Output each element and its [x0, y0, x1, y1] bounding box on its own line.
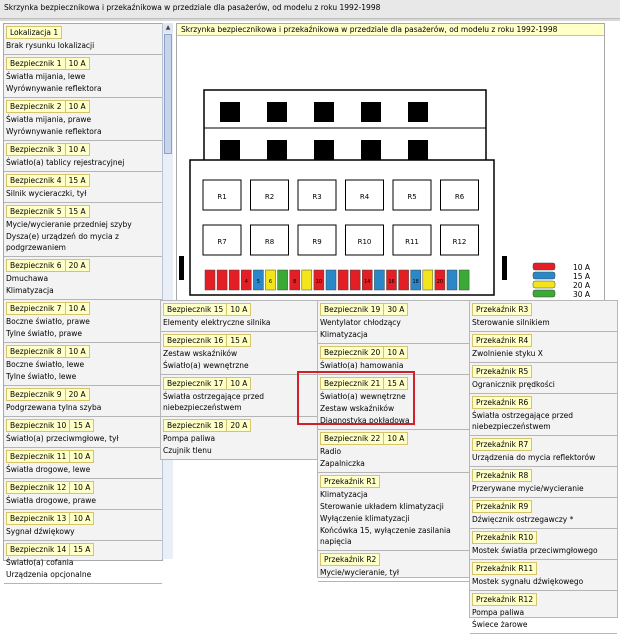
item-label: Przekaźnik R6 — [472, 396, 532, 409]
list-item[interactable] — [470, 301, 617, 332]
fuse-number: 20 — [436, 279, 444, 285]
item-amperage: 15 A — [66, 174, 90, 187]
fuse-slot — [399, 270, 409, 290]
item-description: Klimatyzacja — [6, 286, 54, 295]
item-amperage: 10 A — [227, 303, 251, 316]
item-amperage: 10 A — [66, 57, 90, 70]
item-amperage: 20 A — [66, 388, 90, 401]
item-description: Światła ostrzegające przed niebezpieczeństwem — [472, 411, 574, 431]
connector-square — [408, 140, 428, 160]
item-amperage: 10 A — [66, 100, 90, 113]
legend-label: 15 A — [573, 272, 591, 281]
relay-label: R5 — [407, 193, 417, 201]
item-description: Urządzenia do mycia reflektorów — [472, 453, 596, 462]
list-item[interactable] — [318, 551, 469, 582]
item-label: Bezpiecznik 16 — [163, 334, 227, 347]
fuse-slot — [217, 270, 227, 290]
fuse-number: 5 — [256, 279, 260, 285]
item-label: Bezpiecznik 4 — [6, 174, 66, 187]
list-item[interactable] — [4, 479, 162, 510]
relay-label: R9 — [312, 238, 322, 246]
item-description: Zestaw wskaźników — [320, 404, 395, 413]
item-description: Tylne światło, prawe — [6, 329, 83, 338]
list-item[interactable] — [318, 473, 469, 551]
list-item[interactable] — [161, 417, 317, 460]
item-description: Światło(a) tablicy rejestracyjnej — [6, 158, 125, 167]
item-description: Boczne światło, lewe — [6, 360, 85, 369]
fuse-number: 18 — [412, 279, 419, 285]
item-description: Wyłączenie klimatyzacji — [320, 514, 410, 523]
item-description: Mostek światła przeciwmgłowego — [472, 546, 598, 555]
item-amperage: 10 A — [66, 143, 90, 156]
list-item[interactable] — [161, 332, 317, 375]
fuse-slot — [229, 270, 239, 290]
list-item[interactable] — [470, 560, 617, 591]
fuse-number: 8 — [293, 279, 297, 285]
item-description: Mycie/wycieranie, tył — [320, 568, 400, 577]
connector-square — [220, 102, 240, 122]
relay-label: R1 — [217, 193, 227, 201]
relay-label: R10 — [357, 238, 372, 246]
item-description: Wentylator chłodzący — [320, 318, 401, 327]
relay-label: R2 — [264, 193, 275, 201]
item-label: Bezpiecznik 20 — [320, 346, 384, 359]
item-description: Dźwięcznik ostrzegawczy * — [472, 515, 574, 524]
fuse-number: 4 — [244, 279, 248, 285]
fuse-number: 14 — [364, 279, 371, 285]
list-item[interactable] — [318, 430, 469, 473]
list-item[interactable] — [4, 510, 162, 541]
legend-swatch — [533, 290, 555, 297]
item-description: Zestaw wskaźników — [163, 349, 238, 358]
item-description: Klimatyzacja — [320, 490, 368, 499]
item-description: Klimatyzacja — [320, 330, 368, 339]
list-item[interactable] — [161, 375, 317, 417]
legend-swatch — [533, 263, 555, 270]
connector-square — [361, 140, 381, 160]
item-description: Silnik wycieraczki, tył — [6, 189, 87, 198]
item-description: Czujnik tlenu — [163, 446, 212, 455]
connector-square — [314, 140, 334, 160]
list-item[interactable] — [4, 417, 162, 448]
item-amperage: 10 A — [66, 302, 90, 315]
item-amperage: 15 A — [70, 419, 94, 432]
item-label: Przekaźnik R12 — [472, 593, 537, 606]
item-label: Przekaźnik R3 — [472, 303, 532, 316]
fuse-box-top-section — [204, 90, 486, 162]
relay-list-r3-r12[interactable] — [469, 300, 618, 629]
item-label: Bezpiecznik 21 — [320, 377, 384, 390]
list-item[interactable] — [4, 343, 162, 386]
relay-label: R4 — [359, 193, 370, 201]
item-label: Przekaźnik R5 — [472, 365, 532, 378]
item-label: Przekaźnik R1 — [320, 475, 380, 488]
item-description: Światła mijania, lewe — [6, 72, 86, 81]
item-description: Pompa paliwa — [472, 608, 525, 617]
item-amperage: 10 A — [70, 450, 94, 463]
fuse-list-19-r2[interactable] — [317, 300, 470, 578]
fuse-slot — [374, 270, 384, 290]
connector-square — [361, 102, 381, 122]
item-amperage: 10 A — [70, 481, 94, 494]
fuse-slot — [459, 270, 469, 290]
item-description: Diagnostyka pokładowa — [320, 416, 410, 425]
fuse-slot — [205, 270, 215, 290]
item-description: Mycie/wycieranie przedniej szyby — [6, 220, 132, 229]
item-label: Bezpiecznik 18 — [163, 419, 227, 432]
relay-label: R12 — [452, 238, 467, 246]
legend-label: 30 A — [573, 290, 591, 299]
item-amperage: 15 A — [227, 334, 251, 347]
item-amperage: 20 A — [66, 259, 90, 272]
scroll-up-icon[interactable]: ▲ — [163, 23, 173, 33]
item-description: Sygnał dźwiękowy — [6, 527, 75, 536]
fuse-number: 10 — [315, 279, 323, 285]
item-description: Boczne światło, prawe — [6, 317, 90, 326]
list-item[interactable] — [470, 363, 617, 394]
item-description: Światło(a) wewnętrzne — [163, 361, 249, 370]
fuse-number: 16 — [388, 279, 395, 285]
fuse-slot — [447, 270, 457, 290]
highlight-box-fuse-21 — [297, 371, 415, 425]
legend-swatch — [533, 272, 555, 279]
item-label: Bezpiecznik 19 — [320, 303, 384, 316]
fuse-slot — [350, 270, 360, 290]
item-description: Końcówka 15, wyłączenie zasilania napięcia — [320, 526, 451, 546]
item-label: Bezpiecznik 5 — [6, 205, 66, 218]
list-item[interactable] — [470, 436, 617, 467]
item-description: Wyrównywanie reflektora — [6, 127, 102, 136]
fuse-slot — [338, 270, 348, 290]
item-amperage: 30 A — [384, 303, 408, 316]
item-label: Bezpiecznik 17 — [163, 377, 227, 390]
item-description: Radio — [320, 447, 342, 456]
item-description: Dysza(e) urządzeń do mycia z podgrzewaniem — [6, 232, 119, 252]
relay-label: R3 — [312, 193, 322, 201]
relay-label: R8 — [264, 238, 275, 246]
item-description: Światła ostrzegające przed niebezpieczeństwem — [163, 392, 265, 412]
item-label: Bezpiecznik 12 — [6, 481, 70, 494]
list-item[interactable] — [4, 448, 162, 479]
connector-square — [267, 102, 287, 122]
item-description: Wyrównywanie reflektora — [6, 84, 102, 93]
item-label: Lokalizacja 1 — [6, 26, 62, 39]
list-item[interactable] — [470, 498, 617, 529]
item-description: Podgrzewana tylna szyba — [6, 403, 102, 412]
right-clip — [502, 256, 507, 280]
item-description: Światło(a) cofania — [6, 558, 74, 567]
item-amperage: 10 A — [384, 346, 408, 359]
item-amperage: 10 A — [70, 512, 94, 525]
item-amperage: 10 A — [66, 345, 90, 358]
item-label: Przekaźnik R2 — [320, 553, 380, 566]
fuse-box-diagram — [0, 0, 620, 310]
item-label: Bezpiecznik 9 — [6, 388, 66, 401]
item-description: Światło(a) przeciwmgłowe, tył — [6, 434, 119, 443]
item-label: Bezpiecznik 3 — [6, 143, 66, 156]
item-description: Zapalniczka — [320, 459, 365, 468]
list-item[interactable] — [4, 386, 162, 417]
item-description: Sterowanie układem klimatyzacji — [320, 502, 444, 511]
item-amperage: 15 A — [384, 377, 408, 390]
fuse-number: 6 — [268, 279, 273, 285]
item-amperage: 15 A — [70, 543, 94, 556]
list-item[interactable] — [470, 332, 617, 363]
item-label: Bezpiecznik 2 — [6, 100, 66, 113]
item-description: Świece żarowe — [472, 620, 528, 629]
item-label: Przekaźnik R4 — [472, 334, 532, 347]
item-amperage: 15 A — [66, 205, 90, 218]
item-label: Bezpiecznik 22 — [320, 432, 384, 445]
list-item[interactable] — [470, 591, 617, 634]
item-label: Przekaźnik R8 — [472, 469, 532, 482]
fuse-slot — [326, 270, 336, 290]
relay-label: R6 — [454, 193, 465, 201]
item-description: Mostek sygnału dźwiękowego — [472, 577, 584, 586]
list-item[interactable] — [470, 529, 617, 560]
list-item[interactable] — [4, 541, 162, 584]
list-item[interactable] — [161, 301, 317, 332]
left-clip — [179, 256, 184, 280]
legend-label: 10 A — [573, 263, 591, 272]
item-description: Ogranicznik prędkości — [472, 380, 555, 389]
fuse-slot — [302, 270, 312, 290]
fuse-slot — [423, 270, 433, 290]
item-label: Przekaźnik R7 — [472, 438, 532, 451]
item-amperage: 10 A — [384, 432, 408, 445]
connector-square — [408, 102, 428, 122]
item-description: Światła drogowe, lewe — [6, 465, 91, 474]
item-label: Bezpiecznik 1 — [6, 57, 66, 70]
window-title: Skrzynka bezpiecznikowa i przekaźnikowa w przedziale dla pasażerów, od modelu z roku 1992-1998 — [4, 3, 381, 12]
item-amperage: 10 A — [227, 377, 251, 390]
item-description: Światło(a) hamowania — [320, 361, 404, 370]
list-item[interactable] — [470, 467, 617, 498]
item-label: Przekaźnik R10 — [472, 531, 537, 544]
panel-title: Skrzynka bezpiecznikowa i przekaźnikowa w przedziale dla pasażerów, od modelu z roku 1992-1998 — [177, 24, 604, 36]
item-label: Bezpiecznik 10 — [6, 419, 70, 432]
legend-label: 20 A — [573, 281, 591, 290]
item-label: Bezpiecznik 7 — [6, 302, 66, 315]
item-description: Urządzenia opcjonalne — [6, 570, 92, 579]
relay-label: R11 — [405, 238, 419, 246]
connector-square — [220, 140, 240, 160]
item-label: Bezpiecznik 8 — [6, 345, 66, 358]
item-description: Tylne światło, lewe — [6, 372, 77, 381]
item-description: Zwolnienie styku X — [472, 349, 543, 358]
item-label: Przekaźnik R9 — [472, 500, 532, 513]
item-description: Światła drogowe, prawe — [6, 496, 96, 505]
item-description: Dmuchawa — [6, 274, 49, 283]
fuse-list-15-18[interactable] — [160, 300, 318, 460]
item-label: Bezpiecznik 15 — [163, 303, 227, 316]
list-item[interactable] — [470, 394, 617, 436]
legend-swatch — [533, 281, 555, 288]
item-description: Światło(a) wewnętrzne — [320, 392, 406, 401]
item-label: Przekaźnik R11 — [472, 562, 537, 575]
item-label: Bezpiecznik 13 — [6, 512, 70, 525]
item-description: Sterowanie silnikiem — [472, 318, 550, 327]
connector-square — [314, 102, 334, 122]
item-label: Bezpiecznik 11 — [6, 450, 70, 463]
item-description: Brak rysunku lokalizacji — [6, 41, 95, 50]
list-item[interactable] — [318, 301, 469, 344]
item-amperage: 20 A — [227, 419, 251, 432]
item-description: Światła mijania, prawe — [6, 115, 92, 124]
connector-square — [267, 140, 287, 160]
item-description: Pompa paliwa — [163, 434, 216, 443]
relay-label: R7 — [217, 238, 227, 246]
item-description: Elementy elektryczne silnika — [163, 318, 271, 327]
item-description: Przerywane mycie/wycieranie — [472, 484, 584, 493]
fuse-slot — [278, 270, 288, 290]
item-label: Bezpiecznik 6 — [6, 259, 66, 272]
item-label: Bezpiecznik 14 — [6, 543, 70, 556]
